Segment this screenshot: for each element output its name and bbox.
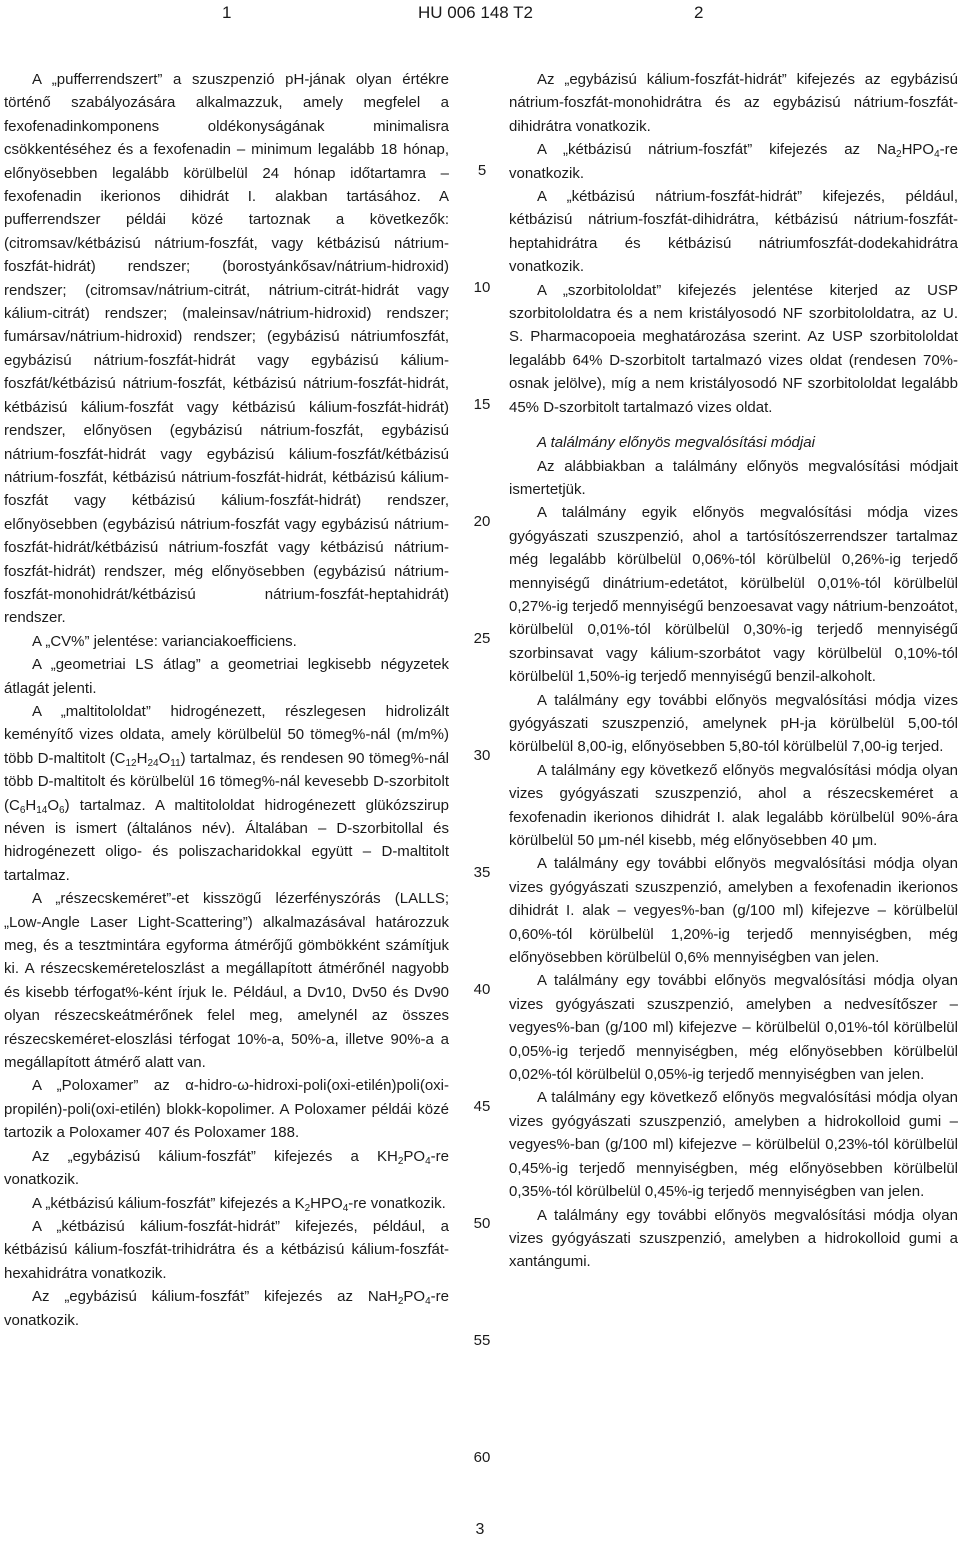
line-number: 55 <box>473 1332 491 1349</box>
line-number: 60 <box>473 1449 491 1466</box>
line-number: 10 <box>473 279 491 296</box>
dibasic-sodium-phosphate-hydrate-definition: A „kétbázisú nátrium-foszfát-hidrát” kifejezés, például, kétbázisú nátrium-foszfát-dihidrátra, kétbázisú nátrium-foszfát-heptahidrátra és kétbázisú nátriumfoszfát-dodekahidrátra vonatkozik. <box>509 188 958 276</box>
line-number: 30 <box>473 747 491 764</box>
right-page-number: 2 <box>694 3 704 22</box>
dibasic-potassium-phosphate-definition: A „kétbázisú kálium-foszfát” kifejezés a $K_2HPO_4-re$ vonatkozik. <box>32 1194 446 1214</box>
embodiment-hydrocolloid-amount: A találmány egy következő előnyös megvalósítási módja olyan vizes gyógyászati szuszpenzió, amelyben a hidrokolloid gumi – vegyes%-ban (g/100 ml) kifejezve – körülbelül 0,23%-tól körülbelül 0,45%-ig terjedő mennyiségben, még előnyösebben körülbelül 0,35%-tól körülbelül 0,45%-ig terjedő mennyiségben van jelen. <box>509 1089 958 1201</box>
right-column <box>509 68 958 1274</box>
dibasic-sodium-phosphate-definition: A „kétbázisú nátrium-foszfát” kifejezés az $Na_2HPO_4-re$ vonatkozik. <box>509 141 958 182</box>
line-number: 35 <box>473 864 491 881</box>
left-column <box>4 68 449 1332</box>
embodiment-preservative: A találmány egyik előnyös megvalósítási módja vizes gyógyászati szuszpenzió, ahol a tartósítószerrendszer tartalmaz még legalább körülbelül 0,06%-tól körülbelül 0,26%-ig terjedő mennyiségű dinátrium-edetátot, körülbelül 0,01%-tól körülbelül 0,27%-ig terjedő mennyiségű benzoesavat vagy nátrium-benzoátot, körülbelül 0,01%-tól körülbelül 0,30%-ig terjedő mennyiségű szorbinsavat vagy kálium-szorbátot vagy körülbelül 0,10%-tól körülbelül 1,50%-ig terjedő mennyiségű benzil-alkoholt. <box>509 504 958 686</box>
embodiment-fexofenadin-amount: A találmány egy további előnyös megvalósítási módja olyan vizes gyógyászati szuszpenzió, amelyben a fexofenadin ikerionos dihidrát I. alak – vegyes%-ban (g/100 ml) kifejezve – körülbelül 0,60%-tól körülbelül 1,20%-ig terjedő mennyiségben, még előnyösebben körülbelül 0,6% mennyiségben van jelen. <box>509 855 958 967</box>
monobasic-potassium-phosphate-nah2po4-definition: Az „egybázisú kálium-foszfát” kifejezés az $NaH_2PO_4-re$ vonatkozik. <box>4 1288 449 1329</box>
section-heading: A találmány előnyös megvalósítási módjai <box>537 434 815 452</box>
line-number: 40 <box>473 981 491 998</box>
left-page-number: 1 <box>222 3 232 22</box>
sorbitol-solution-definition: A „szorbitololdat” kifejezés jelentése kiterjed az USP szorbitololdatra és a nem kristályosodó NF szorbitololdatra, az U. S. Pharmacopoeia meghatározása szerint. Az USP szorbitololdat legalább 64% D-szorbitolt tartalmazó vizes oldat (rendesen 70%-osnak jelölve), míg a nem kristályosodó NF szorbitololdat legalább 45% D-szorbitolt tartalmazó vizes oldat. <box>509 281 958 416</box>
line-number: 50 <box>473 1215 491 1232</box>
page-header <box>0 0 960 30</box>
embodiments-intro: Az alábbiakban a találmány előnyös megvalósítási módjait ismertetjük. <box>509 457 958 498</box>
embodiment-xanthan-gum: A találmány egy további előnyös megvalósítási módja olyan vizes gyógyászati szuszpenzió, amelyben a hidrokolloid gumi a xantángumi. <box>509 1206 958 1271</box>
particle-size-definition: A „részecskeméret”-et kisszögű lézerfényszórás (LALLS; „Low-Angle Laser Light-Scattering”) alkalmazásával határozzuk meg, és a tesztmintára egyforma átmérőjű gömbökként számítjuk ki. A részecskeméreteloszlást a megállapított átmérőnél nagyobb és kisebb térfogat%-ként írjuk le. Például, a Dv10, Dv50 és Dv90 olyan részecskeátmérőnek felel meg, amelynél az összes részecskeméret-eloszlási térfogat 10%-a, 50%-a, illetve 90%-a a megállapított átmérő alatt van. <box>4 890 449 1072</box>
geometric-ls-mean-definition: A „geometriai LS átlag” a geometriai legkisebb négyzetek átlagát jelenti. <box>4 656 449 697</box>
line-number: 20 <box>473 513 491 530</box>
footer-page-number: 3 <box>475 1521 485 1538</box>
buffer-system-paragraph: A „pufferrendszert” a szuszpenzió pH-jának olyan értékre történő szabályozására alkalmazzuk, amely megfelel a fexofenadinkomponens oldékonyságának minimalisra csökkentéséhez és a fexofenadin – minimum legalább 18 hónap, előnyösebben legalább körülbelül 24 hónap időtartamra – fexofenadin ikerionos dihidrát I. alakban tartásához. A pufferrendszer példái közé tartoznak a következők: (citromsav/kétbázisú nátrium-foszfát, vagy kétbázisú nátrium-foszfát-hidrát) rendszer; (borostyánkősav/nátrium-hidroxid) rendszer; (citromsav/nátrium-citrát, nátrium-citrát-hidrát vagy kálium-citrát) rendszer; (maleinsav/nátrium-hidroxid) rendszer; fumársav/nátrium-hidroxid) rendszer; (egybázisú nátriumfoszfát, egybázisú nátrium-foszfát-hidrát vagy egybázisú kálium-foszfát/kétbázisú nátrium-foszfát, kétbázisú nátrium-foszfát-hidrát, kétbázisú kálium-foszfát vagy kétbázisú kálium-foszfát-hidrát) rendszer, előnyösen (egybázisú nátrium-foszfát, egybázisú nátrium-foszfát-hidrát vagy egybázisú kálium-foszfát/kétbázisú nátrium-foszfát, kétbázisú nátrium-foszfát-hidrát, kétbázisú káliumfoszfát vagy kétbázisú kálium-foszfát-hidrát) rendszer, előnyösebben (egybázisú nátrium-foszfát vagy egybázisú nátrium-foszfát-hidrát/kétbázisú nátrium-foszfát vagy kétbázisú nátrium-foszfát-hidrát) rendszer, még előnyösebben (egybázisú nátrium-foszfát-monohidrát/kétbázisú nátrium-foszfát-heptahidrát) rendszer. <box>4 71 449 627</box>
embodiment-ph: A találmány egy további előnyös megvalósítási módja vizes gyógyászati szuszpenzió, amelynek pH-ja körülbelül 5,00-tól körülbelül 8,00-ig, előnyösebben 5,80-tól körülbelül 7,00-ig terjed. <box>509 691 958 756</box>
line-number: 45 <box>473 1098 491 1115</box>
document-id: HU 006 148 T2 <box>418 3 533 22</box>
dibasic-potassium-phosphate-hydrate-definition: A „kétbázisú kálium-foszfát-hidrát” kifejezés, például, a kétbázisú kálium-foszfát-trihidrátra és a kétbázisú kálium-foszfát-hexahidrátra vonatkozik. <box>4 1217 449 1282</box>
line-number: 5 <box>477 162 487 179</box>
embodiment-particle-size: A találmány egy következő előnyös megvalósítási módja olyan vizes gyógyászati szuszpenzió, ahol a részecskeméret a fexofenadin ikerionos dihidrát I. alak legalább körülbelül 90%-ára körülbelül 50 μm-nél kisebb, még előnyösebben 40 μm. <box>509 761 958 849</box>
cv-definition: A „CV%” jelentése: varianciakoefficiens. <box>32 632 297 650</box>
monobasic-potassium-phosphate-hydrate-definition: Az „egybázisú kálium-foszfát-hidrát” kifejezés az egybázisú nátrium-foszfát-monohidrátra és az egybázisú nátrium-foszfát-dihidrátra vonatkozik. <box>509 71 958 135</box>
poloxamer-definition: A „Poloxamer” az α-hidro-ω-hidroxi-poli(oxi-etilén)poli(oxi-propilén)-poli(oxi-etilén) blokk-kopolimer. A Poloxamer példái közé tartozik a Poloxamer 407 és Poloxamer 188. <box>4 1077 449 1142</box>
line-number: 25 <box>473 630 491 647</box>
embodiment-wetting-agent: A találmány egy további előnyös megvalósítási módja olyan vizes gyógyászati szuszpenzió, amelyben a nedvesítőszer – vegyes%-ban (g/100 ml) kifejezve – körülbelül 0,01%-tól körülbelül 0,05%-ig terjedő mennyiségben, még előnyösebben körülbelül 0,02%-tól körülbelül 0,05%-ig terjedő mennyiségben van jelen. <box>509 972 958 1084</box>
monobasic-potassium-phosphate-definition: Az „egybázisú kálium-foszfát” kifejezés a $KH_2PO_4-re$ vonatkozik. <box>4 1147 449 1189</box>
maltitol-solution-definition: A „maltitololdat” hidrogénezett, részlegesen hidrolizált keményítő vizes oldata, amely körülbelül 50 tömeg%-nál (m/m%) több D-maltitolt $(C_{12}H_{24}O_{11})$ tartalmaz, és rendesen 90 tömeg%-nál több D-maltitolt és körülbelül 16 tömeg%-nál kevesebb D-szorbitolt $(C_6H_{14}O_6)$ tartalmaz. A maltitololdat hidrogénezett glükózszirup néven is ismert (általános név). Általában – D-szorbitollal és hidrogénezett oligo- és poliszacharidokkal együtt – D-maltitolt tartalmaz. <box>4 702 449 884</box>
line-number: 15 <box>473 396 491 413</box>
